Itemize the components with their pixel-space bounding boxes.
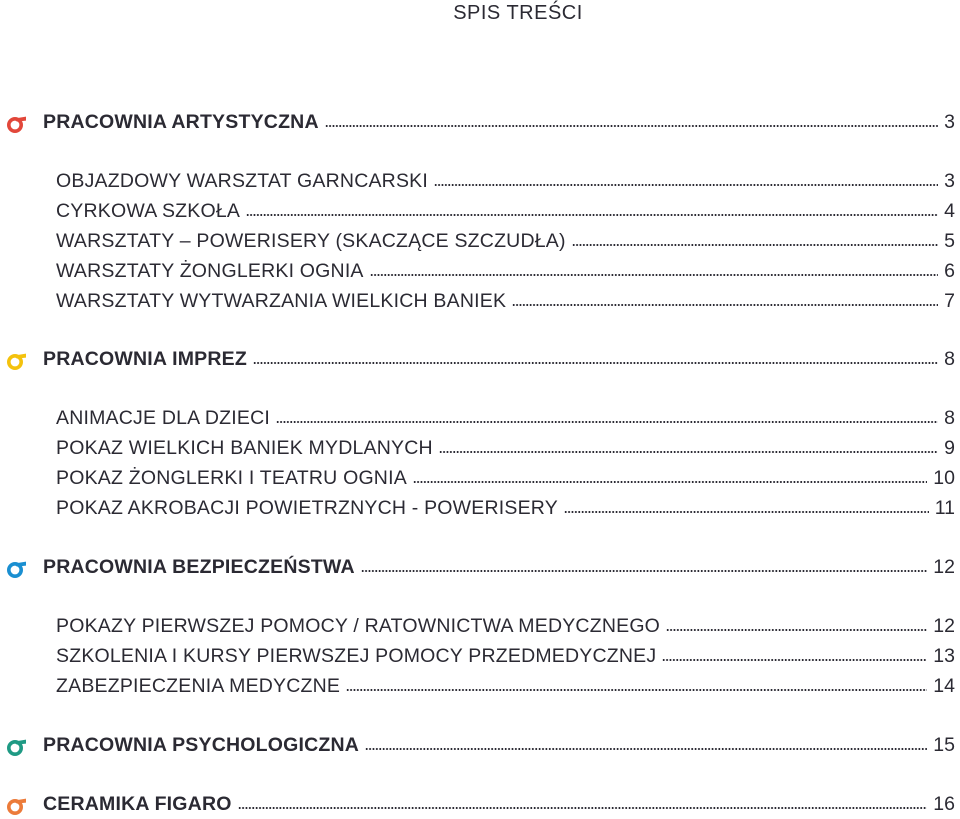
toc-section-row[interactable]	[0, 552, 960, 582]
toc-page-number: 5	[944, 229, 955, 252]
toc-entry-label: POKAZ WIELKICH BANIEK MYDLANYCH	[56, 436, 433, 459]
toc-entry-label: POKAZY PIERWSZEJ POMOCY / RATOWNICTWA MEDYCZNEGO	[56, 614, 661, 637]
toc-page-number: 13	[933, 644, 955, 667]
dot-leader	[564, 510, 929, 514]
toc-page-number: 6	[944, 259, 955, 282]
toc-entry-row[interactable]	[0, 166, 960, 196]
dot-leader	[365, 747, 927, 751]
dot-leader	[246, 213, 938, 217]
toc-entry-row[interactable]	[0, 493, 960, 523]
toc-page-number: 14	[933, 674, 955, 697]
toc-section-row[interactable]	[0, 107, 960, 137]
toc-entry-label: WARSZTATY ŻONGLERKI OGNIA	[56, 259, 364, 282]
toc-entry-row[interactable]	[0, 403, 960, 433]
toc-entry-row[interactable]	[0, 196, 960, 226]
toc-page-number: 3	[944, 169, 955, 192]
toc-page-number: 12	[933, 555, 955, 578]
toc-entry-label: PRACOWNIA ARTYSTYCZNA	[43, 110, 319, 133]
toc-entry-row[interactable]	[0, 671, 960, 701]
dot-leader	[439, 450, 938, 454]
toc-entry-label: PRACOWNIA IMPREZ	[43, 347, 247, 370]
toc-section-row[interactable]	[0, 344, 960, 374]
toc-entry-label: OBJAZDOWY WARSZTAT GARNCARSKI	[56, 169, 428, 192]
toc-entry-row[interactable]	[0, 611, 960, 641]
dot-leader	[370, 273, 939, 277]
toc-entry-label: PRACOWNIA PSYCHOLOGICZNA	[43, 733, 360, 756]
dot-leader	[572, 243, 938, 247]
toc-section-row[interactable]	[0, 789, 960, 819]
toc-page-number: 4	[944, 199, 955, 222]
dot-leader	[276, 420, 938, 424]
toc-entry-row[interactable]	[0, 641, 960, 671]
toc-entry-row[interactable]	[0, 226, 960, 256]
dot-leader	[361, 569, 928, 573]
toc-page-number: 10	[933, 466, 955, 489]
dot-leader	[325, 124, 938, 128]
toc-entry-row[interactable]	[0, 256, 960, 286]
toc-page-number: 12	[933, 614, 955, 637]
section-bullet-icon	[5, 794, 27, 816]
toc-page-number: 15	[933, 733, 955, 756]
toc-entry-label: SZKOLENIA I KURSY PIERWSZEJ POMOCY PRZEDMEDYCZNEJ	[56, 644, 657, 667]
dot-leader	[662, 658, 927, 662]
toc-entry-label: WARSZTATY WYTWARZANIA WIELKICH BANIEK	[56, 289, 507, 312]
toc-entry-label: CERAMIKA FIGARO	[43, 792, 232, 815]
section-bullet-icon	[5, 349, 27, 371]
dot-leader	[666, 628, 927, 632]
toc-entry-label: ZABEZPIECZENIA MEDYCZNE	[56, 674, 341, 697]
toc-entry-label: PRACOWNIA BEZPIECZEŃSTWA	[43, 555, 355, 578]
toc-entry-row[interactable]	[0, 286, 960, 316]
section-bullet-icon	[5, 112, 27, 134]
dot-leader	[434, 183, 938, 187]
toc-entry-row[interactable]	[0, 433, 960, 463]
dot-leader	[413, 480, 927, 484]
toc-page-number: 7	[944, 289, 955, 312]
toc-entry-label: WARSZTATY – POWERISERY (SKACZĄCE SZCZUDŁA)	[56, 229, 566, 252]
section-bullet-icon	[5, 557, 27, 579]
toc-entry-label: POKAZ ŻONGLERKI I TEATRU OGNIA	[56, 466, 407, 489]
toc-page-number: 3	[944, 110, 955, 133]
toc-page-number: 11	[934, 496, 955, 519]
dot-leader	[512, 303, 938, 307]
toc-page-number: 9	[944, 436, 955, 459]
toc-page-number: 8	[944, 406, 955, 429]
dot-leader	[346, 688, 927, 692]
toc-section-row[interactable]	[0, 730, 960, 760]
toc-page-number: 8	[944, 347, 955, 370]
dot-leader	[253, 361, 938, 365]
toc-page-number: 16	[933, 792, 955, 815]
toc-entry-label: CYRKOWA SZKOŁA	[56, 199, 241, 222]
toc-title: SPIS TREŚCI	[453, 2, 583, 24]
toc-entry-label: POKAZ AKROBACJI POWIETRZNYCH - POWERISERY	[56, 496, 558, 519]
toc-entry-row[interactable]	[0, 463, 960, 493]
dot-leader	[238, 806, 928, 810]
toc-entry-label: ANIMACJE DLA DZIECI	[56, 406, 271, 429]
section-bullet-icon	[5, 735, 27, 757]
